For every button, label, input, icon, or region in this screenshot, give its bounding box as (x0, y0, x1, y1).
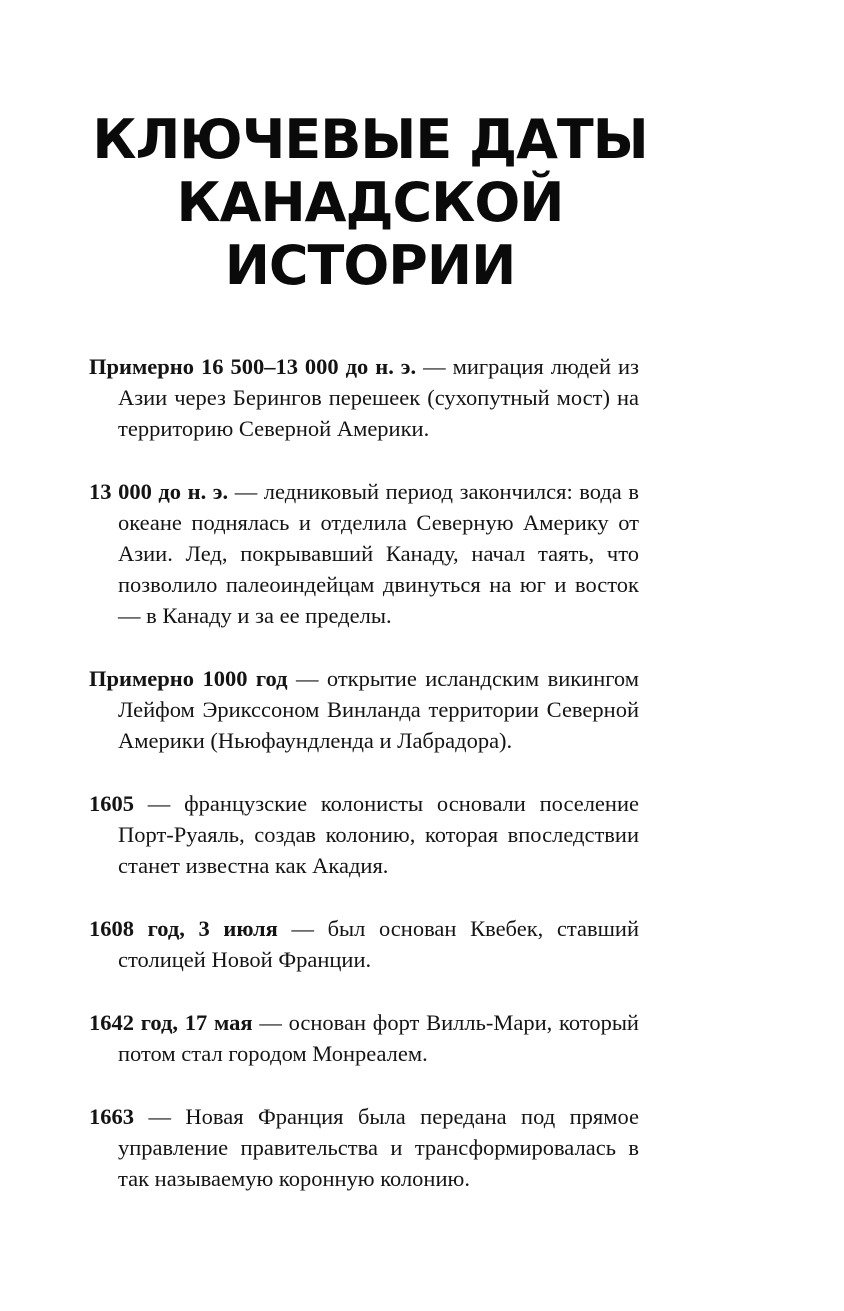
timeline-entry (89, 788, 639, 881)
entry-date: 1642 год, 17 мая (89, 1010, 253, 1035)
entry-text: — был основан Квебек, ставший столицей Новой Франции. (118, 916, 639, 972)
timeline-list (89, 351, 639, 1226)
entry-text: — основан форт Вилль-Мари, который потом стал городом Монреалем. (118, 1010, 639, 1066)
title-line-3: ИСТОРИИ (224, 234, 516, 297)
entry-date: 13 000 до н. э. (89, 479, 229, 504)
entry-date: Примерно 1000 год (89, 666, 288, 691)
timeline-entry (89, 1007, 639, 1069)
entry-text: — ледниковый период закончился: вода в океане поднялась и отделила Северную Америку от Азии. Лед, покрывавший Канаду, начал таять, что позволило палеоиндейцам двинуться на юг и восток — в Канаду и за ее пределы. (118, 479, 639, 628)
title-line-2: КАНАДСКОЙ (176, 171, 564, 234)
entry-date: 1608 год, 3 июля (89, 916, 278, 941)
entry-date: Примерно 16 500–13 000 до н. э. (89, 354, 417, 379)
entry-text: — французские колонисты основали поселение Порт-Руаяль, создав колонию, которая впоследствии станет известна как Акадия. (118, 791, 639, 878)
title-line-1: КЛЮЧЕВЫЕ ДАТЫ (92, 108, 648, 171)
timeline-entry (89, 351, 639, 444)
entry-date: 1663 (89, 1104, 134, 1129)
timeline-entry (89, 1101, 639, 1194)
entry-text: — миграция людей из Азии через Берингов перешеек (сухопутный мост) на территорию Северной Америки. (118, 354, 639, 441)
entry-text: — Новая Франция была передана под прямое управление правительства и трансформировалась в так называемую коронную колонию. (118, 1104, 639, 1191)
timeline-entry (89, 913, 639, 975)
timeline-entry (89, 476, 639, 631)
page-title (60, 108, 680, 297)
timeline-entry (89, 663, 639, 756)
entry-text: — открытие исландским викингом Лейфом Эрикссоном Винланда территории Северной Америки (Ньюфаундленда и Лабрадора). (118, 666, 639, 753)
entry-date: 1605 (89, 791, 134, 816)
